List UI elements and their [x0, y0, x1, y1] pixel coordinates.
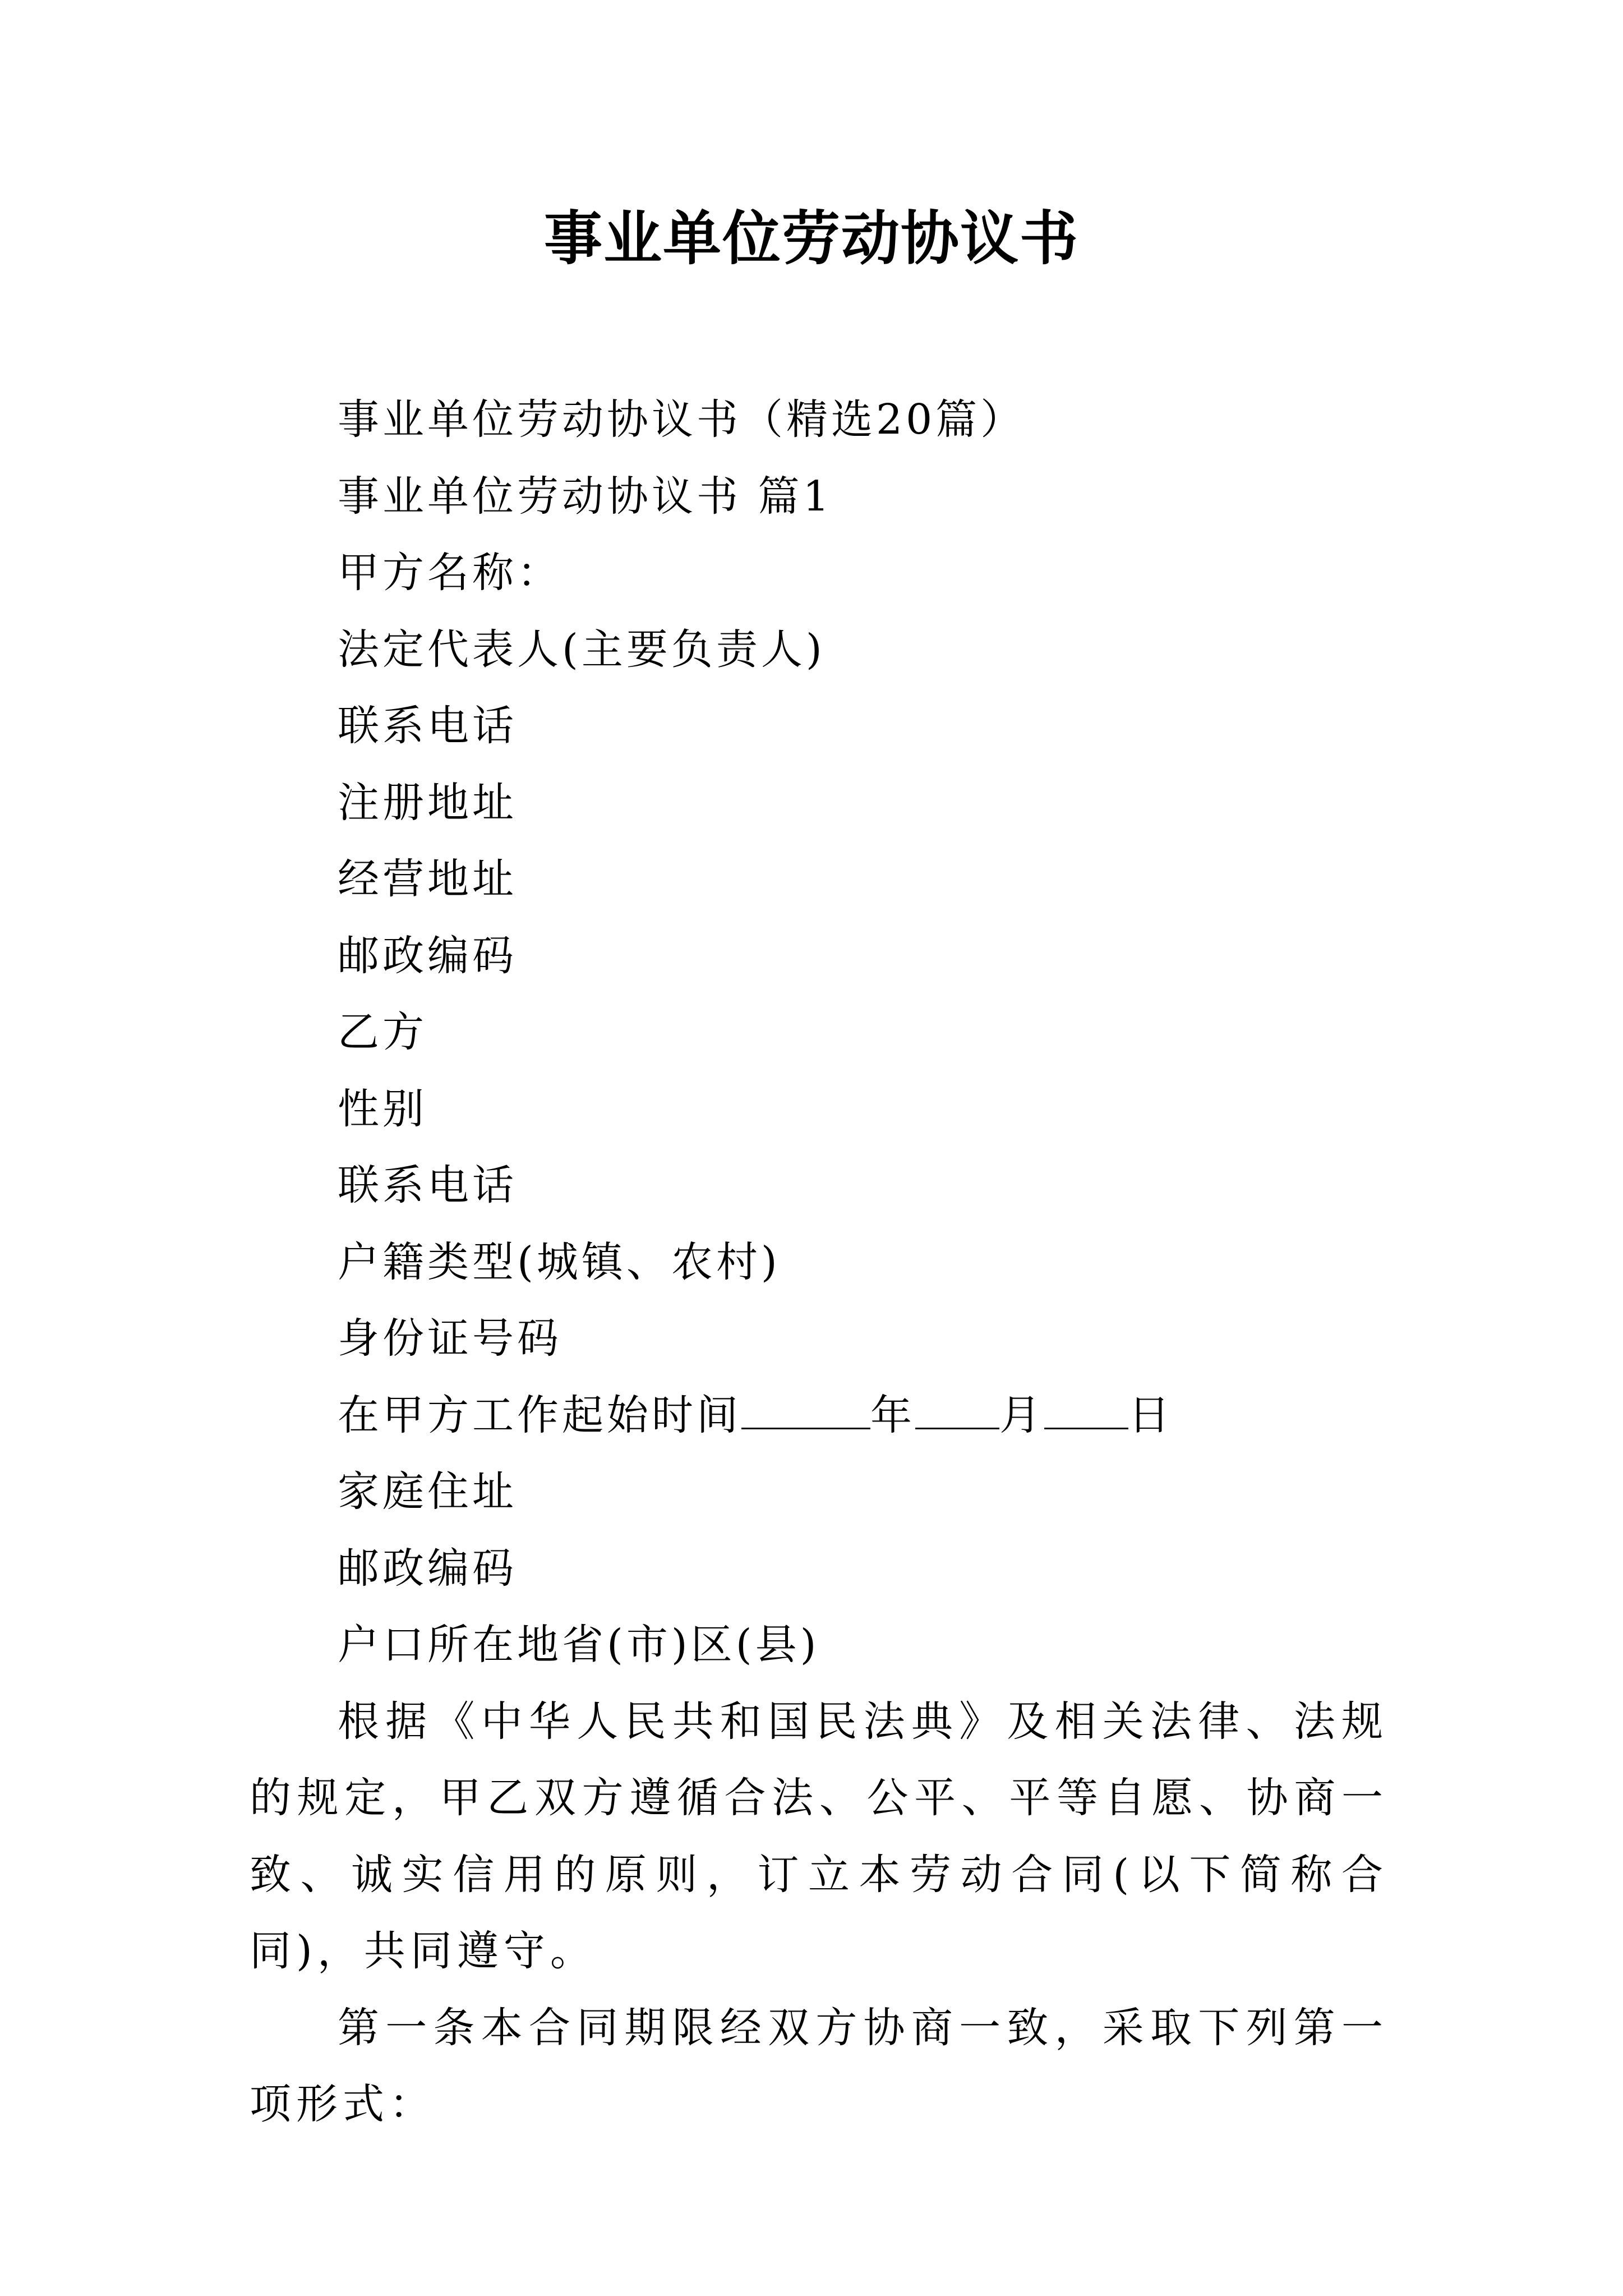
- day-label: 日: [1128, 1391, 1173, 1439]
- start-time-line: [250, 1377, 1388, 1454]
- body-paragraph: 根据《中华人民共和国民法典》及相关法律、法规的规定，甲乙双方遵循合法、公平、平等自愿、协商一致、诚实信用的原则，订立本劳动合同(以下简称合同)，共同遵守。: [250, 1697, 1388, 1975]
- start-time-label: 在甲方工作起始时间: [338, 1391, 741, 1439]
- text-line: 身份证号码: [338, 1314, 562, 1363]
- text-line: 事业单位劳动协议书 篇1: [338, 472, 833, 521]
- text-line: 邮政编码: [338, 1544, 517, 1593]
- text-line: 甲方名称：: [338, 549, 562, 597]
- month-blank: [915, 1388, 999, 1429]
- text-line: 家庭住址: [338, 1467, 517, 1516]
- text-line: 性别: [338, 1084, 427, 1133]
- day-blank: [1044, 1388, 1128, 1429]
- text-line: 联系电话: [338, 702, 517, 750]
- text-line: 法定代表人(主要负责人): [338, 625, 826, 674]
- year-blank: [741, 1388, 870, 1429]
- document-body: [250, 381, 1388, 2143]
- text-line: 户籍类型(城镇、农村): [338, 1237, 781, 1286]
- document-title: 事业单位劳动协议书: [543, 204, 1079, 273]
- text-line: 经营地址: [338, 855, 517, 903]
- text-line: 事业单位劳动协议书（精选20篇）: [338, 395, 1026, 444]
- text-line: 联系电话: [338, 1161, 517, 1209]
- text-line: 乙方: [338, 1008, 427, 1056]
- month-label: 月: [999, 1391, 1044, 1439]
- text-line: 户口所在地省(市)区(县): [338, 1621, 820, 1669]
- body-paragraph: 第一条本合同期限经双方协商一致，采取下列第一项形式：: [250, 2003, 1388, 2128]
- year-label: 年: [870, 1391, 915, 1439]
- text-line: 注册地址: [338, 778, 517, 827]
- text-line: 邮政编码: [338, 931, 517, 980]
